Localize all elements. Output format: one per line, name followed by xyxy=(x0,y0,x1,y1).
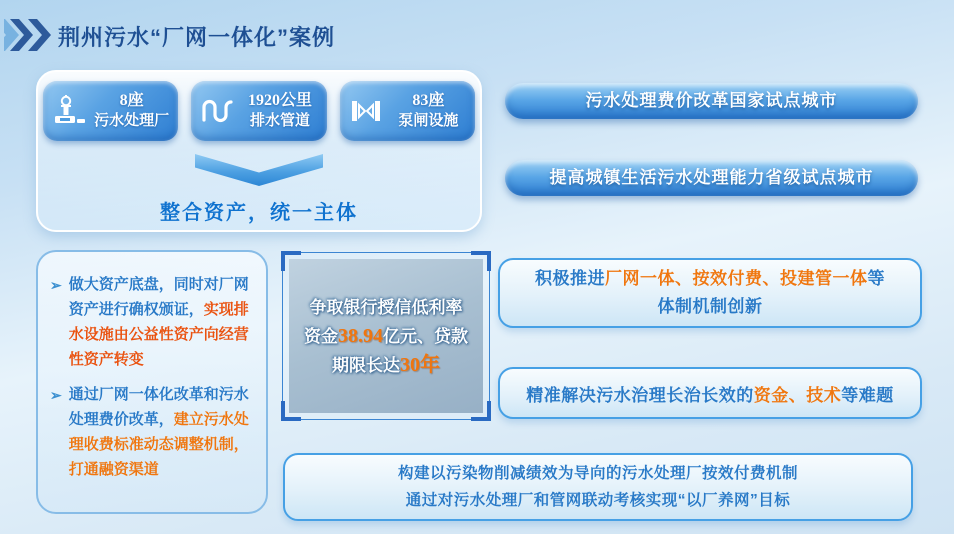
chip-label: 泵闸设施 xyxy=(398,112,459,129)
solution-line: 精准解决污水治理长治长效的资金、技术等难题 xyxy=(526,385,894,405)
reform-bullet-2 xyxy=(50,382,258,482)
reform-bullet-text: 做大资产底盘，同时对厂网资产进行确权颁证，实现排水设施由公益性资产向经营性资产转变 xyxy=(68,276,249,368)
banner-provincial-pilot: 提高城镇生活污水处理能力省级试点城市 xyxy=(505,160,918,196)
chip-value: 83座 xyxy=(412,92,445,109)
finance-line: 争取银行授信低利率 xyxy=(309,297,463,317)
reform-bullet-text: 通过厂网一体化改革和污水处理费价改革，建立污水处理收费标准动态调整机制，打通融资渠道 xyxy=(68,386,249,478)
chip-value: 1920公里 xyxy=(247,92,312,109)
assets-conclusion: 整合资产，统一主体 xyxy=(160,202,358,224)
chip-pump-gates xyxy=(340,81,475,141)
banner-national-pilot: 污水处理费价改革国家试点城市 xyxy=(505,83,918,119)
merge-down-arrow-icon xyxy=(195,154,323,186)
mechanism-line: 体制机制创新 xyxy=(657,297,763,316)
outcome-line: 构建以污染物削减绩效为导向的污水处理厂按效付费机制 xyxy=(397,465,798,482)
chip-value: 8座 xyxy=(119,92,144,109)
solution-box xyxy=(498,367,922,419)
outcome-box xyxy=(283,453,913,521)
chip-text xyxy=(239,91,320,131)
arrow-bullet-icon: ➢ xyxy=(50,387,62,403)
reform-bullet-1 xyxy=(50,272,258,372)
reform-notes-box xyxy=(36,250,268,514)
page-title: 荆州污水“厂网一体化”案例 xyxy=(58,25,336,50)
mechanism-line: 积极推进厂网一体、按效付费、投建管一体等 xyxy=(535,269,885,288)
chip-text xyxy=(388,91,469,131)
arrow-bullet-icon: ➢ xyxy=(50,277,62,293)
chip-label: 排水管道 xyxy=(249,112,310,129)
chip-treatment-plants xyxy=(43,81,178,141)
finance-line: 期限长达30年 xyxy=(332,353,440,376)
finance-line: 资金38.94亿元、贷款 xyxy=(304,324,468,347)
finance-panel xyxy=(289,259,483,413)
chip-text xyxy=(91,91,172,131)
sluice-gate-icon xyxy=(348,93,384,129)
chip-drainage-pipes xyxy=(191,81,326,141)
mechanism-innovation-box xyxy=(498,258,922,328)
pipeline-wave-icon xyxy=(199,93,235,129)
outcome-line: 通过对污水处理厂和管网联动考核实现“以厂养网”目标 xyxy=(405,492,791,509)
finance-highlight-box xyxy=(282,252,490,420)
chip-label: 污水处理厂 xyxy=(94,112,170,129)
double-chevron-icon xyxy=(4,16,52,54)
treatment-plant-icon xyxy=(51,93,87,129)
asset-chips xyxy=(43,81,475,141)
assets-panel xyxy=(36,70,482,232)
